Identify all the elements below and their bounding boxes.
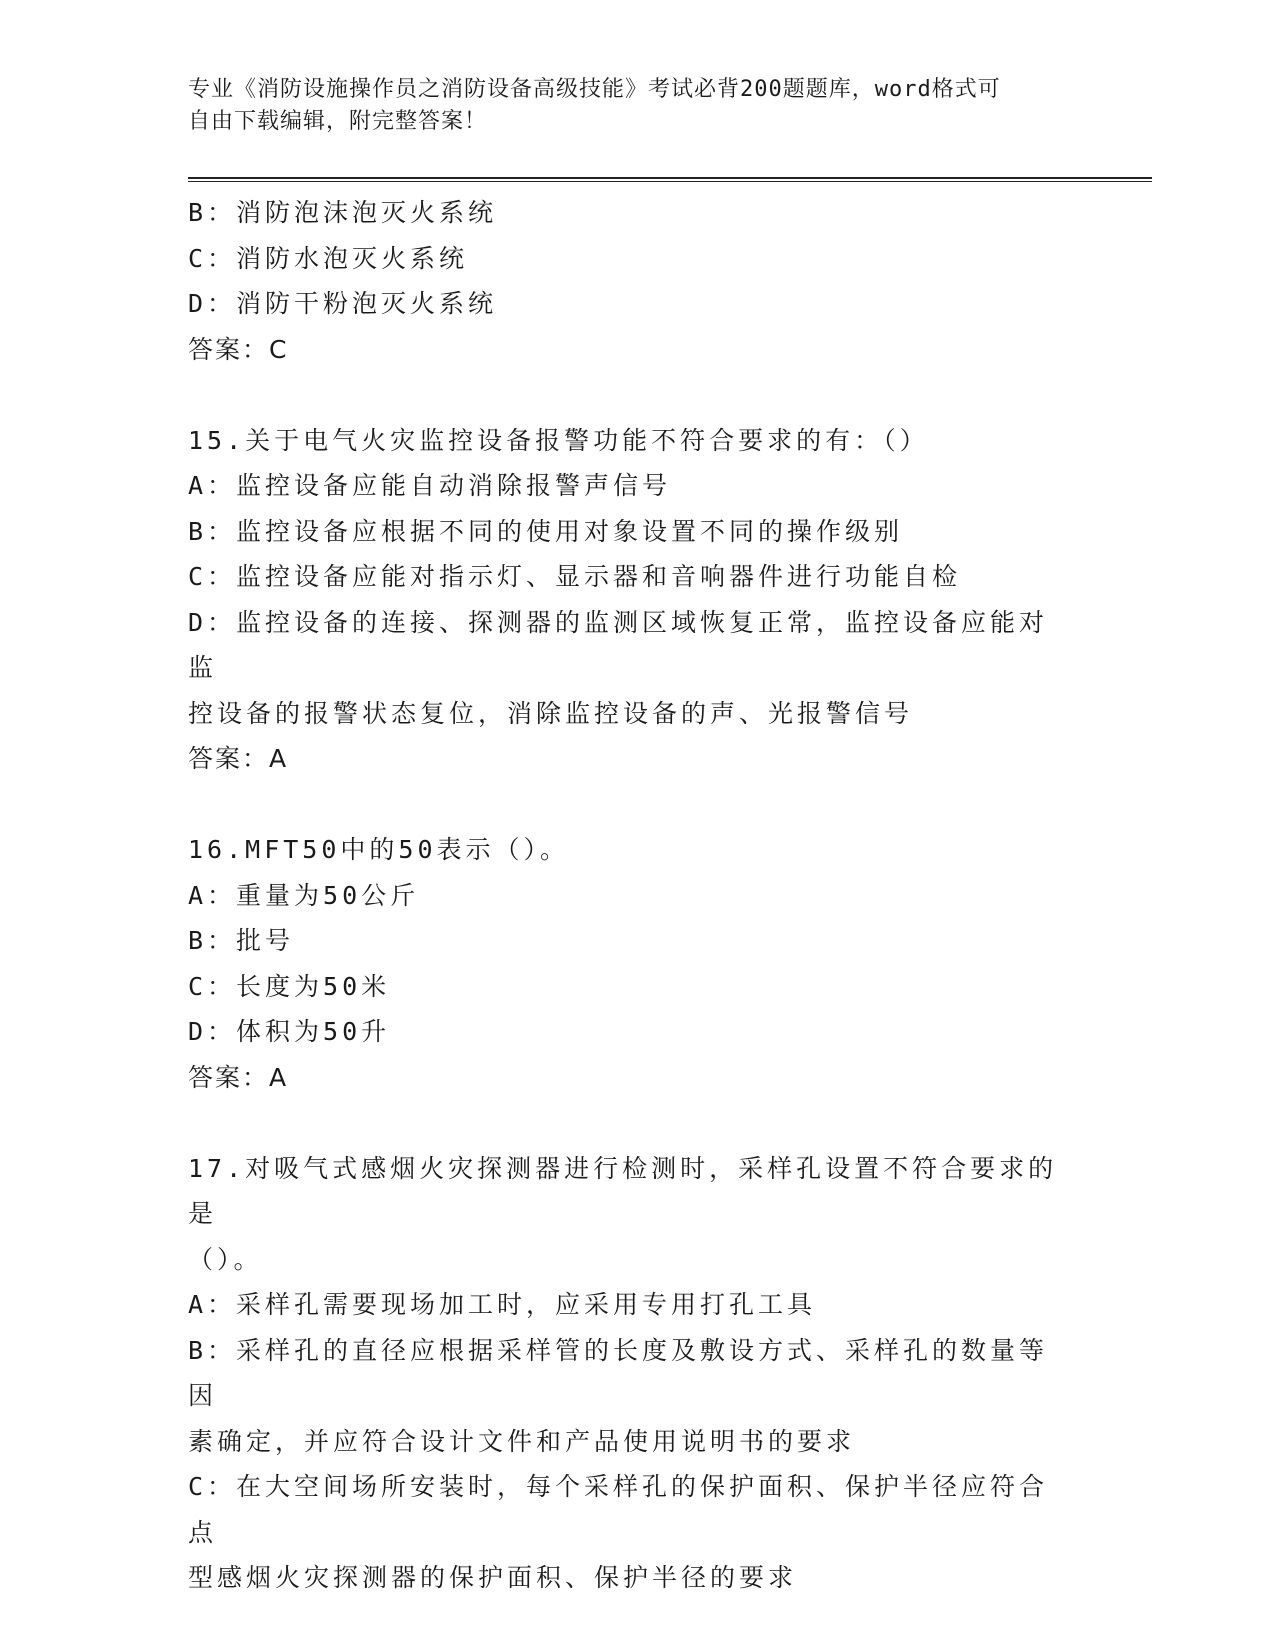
option-b: B：批号 xyxy=(188,926,295,955)
option-a: A：监控设备应能自动消除报警声信号 xyxy=(188,471,672,500)
header-divider xyxy=(188,177,1152,182)
spacer xyxy=(188,1100,1068,1146)
question-stem-line-2: （）。 xyxy=(188,1244,263,1274)
option-a: A：重量为50公斤 xyxy=(188,880,420,910)
option-d: D：体积为50升 xyxy=(188,1017,391,1046)
option-c: C：监控设备应能对指示灯、显示器和音响器件进行功能自检 xyxy=(188,562,962,591)
option-a: A：采样孔需要现场加工时，应采用专用打孔工具 xyxy=(188,1290,817,1319)
option-d: D：消防干粉泡灭火系统 xyxy=(188,289,498,318)
answer: 答案：C xyxy=(188,334,289,364)
option-b: B：监控设备应根据不同的使用对象设置不同的操作级别 xyxy=(188,516,904,546)
document-header xyxy=(188,74,1068,138)
question-17 xyxy=(188,1146,1068,1601)
question-stem-line-1: 17.对吸气式感烟火灾探测器进行检测时，采样孔设置不符合要求的是 xyxy=(188,1153,1058,1228)
option-d-line-2: 控设备的报警状态复位，消除监控设备的声、光报警信号 xyxy=(188,698,914,728)
option-c: C：消防水泡灭火系统 xyxy=(188,243,469,273)
answer: 答案：A xyxy=(188,744,289,773)
question-15 xyxy=(188,418,1068,782)
option-d-line-1: D：监控设备的连接、探测器的监测区域恢复正常，监控设备应能对监 xyxy=(188,607,1049,682)
question-14-continued xyxy=(188,190,1068,372)
question-stem: 16.MFT50中的50表示（）。 xyxy=(188,835,570,864)
option-c-line-2: 型感烟火灾探测器的保护面积、保护半径的要求 xyxy=(188,1563,798,1592)
header-line-2: 自由下载编辑，附完整答案！ xyxy=(188,109,488,134)
option-b: B：消防泡沫泡灭火系统 xyxy=(188,198,498,227)
spacer xyxy=(188,782,1068,828)
option-c-line-1: C：在大空间场所安装时，每个采样孔的保护面积、保护半径应符合点 xyxy=(188,1472,1049,1547)
option-c: C：长度为50米 xyxy=(188,971,391,1001)
spacer xyxy=(188,372,1068,418)
option-b-line-1: B：采样孔的直径应根据采样管的长度及敷设方式、采样孔的数量等因 xyxy=(188,1335,1049,1410)
question-16 xyxy=(188,827,1068,1100)
header-line-1: 专业《消防设施操作员之消防设备高级技能》考试必背200题题库，word格式可 xyxy=(188,77,1001,102)
answer: 答案：A xyxy=(188,1062,289,1092)
question-list xyxy=(188,190,1068,1601)
question-stem: 15.关于电气火灾监控设备报警功能不符合要求的有：（） xyxy=(188,425,929,455)
option-b-line-2: 素确定，并应符合设计文件和产品使用说明书的要求 xyxy=(188,1426,856,1456)
